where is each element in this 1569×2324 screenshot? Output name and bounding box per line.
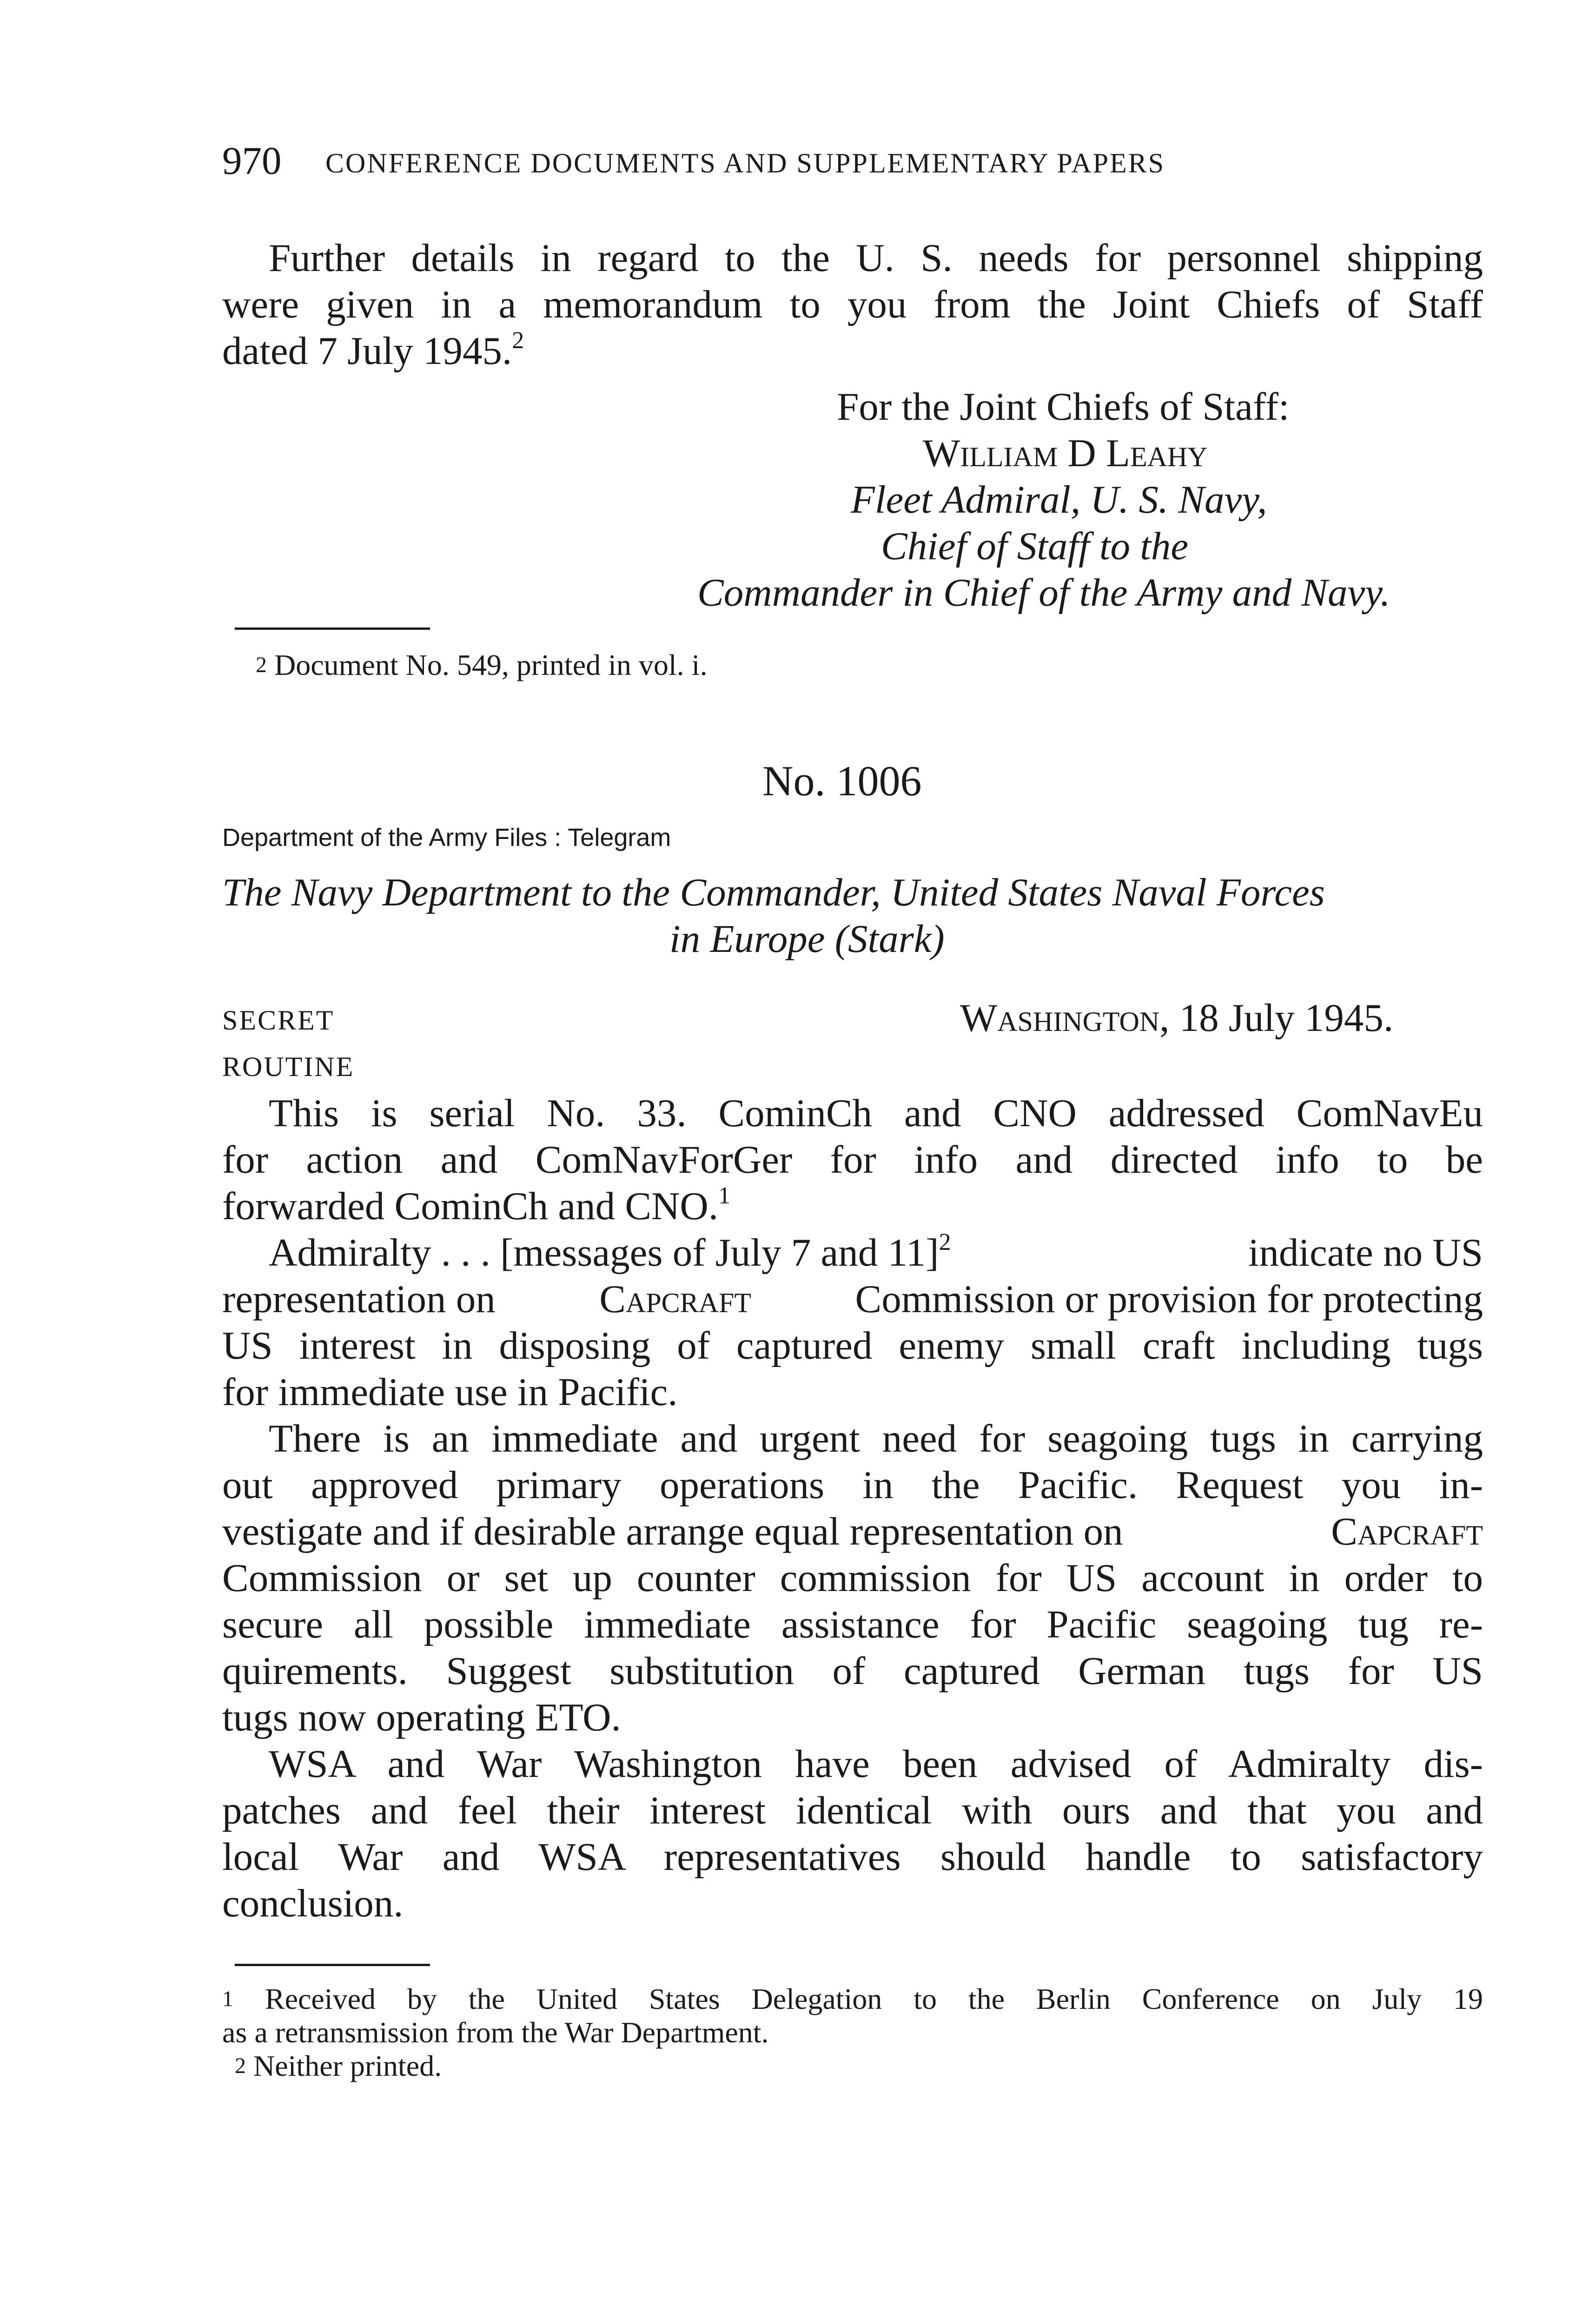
footnote-bottom-1-mark: 1 xyxy=(222,1987,233,2011)
footnote-rule-top xyxy=(235,627,430,630)
footnote-top-text: Document No. 549, printed in vol. i. xyxy=(274,648,708,681)
document-source: Department of the Army Files : Telegram xyxy=(222,824,671,852)
p3-line-3a: vestigate and if desirable arrange equal representation on xyxy=(222,1510,1123,1553)
p2-line-1a xyxy=(269,1229,951,1276)
dateline-place: Washington, xyxy=(960,996,1170,1040)
p4-line-3: local War and WSA representatives should handle to satisfactory xyxy=(222,1835,1483,1879)
p1-line-1: This is serial No. 33. CominCh and CNO addressed ComNavEu xyxy=(269,1091,1483,1135)
intro-line-3 xyxy=(222,328,524,374)
page-number: 970 xyxy=(222,139,282,183)
p3-line-4: Commission or set up counter commission for US account in order to xyxy=(222,1556,1483,1600)
footnote-rule-bottom xyxy=(235,1964,430,1966)
dateline xyxy=(960,995,1393,1041)
p1-line-2: for action and ComNavForGer for info and directed info to be xyxy=(222,1138,1483,1182)
p2-line-2b: Commission or provision for protecting xyxy=(855,1277,1483,1321)
dateline-date: 18 July 1945. xyxy=(1179,996,1394,1040)
footnote-bottom-1 xyxy=(222,1982,1483,2019)
intro-line-2: were given in a memorandum to you from the Joint Chiefs of Staff xyxy=(222,283,1483,326)
p2-line-1b: indicate no US xyxy=(1248,1231,1483,1274)
footnote-bottom-2 xyxy=(235,2049,442,2086)
intro-line-1: Further details in regard to the U. S. needs for personnel shipping xyxy=(269,236,1483,280)
intro-line-3-text: dated 7 July 1945. xyxy=(222,329,512,373)
p3-capcraft: Capcraft xyxy=(1331,1510,1483,1553)
p3-line-1: There is an immediate and urgent need for seagoing tugs in carrying xyxy=(269,1417,1483,1460)
p2-line-1a-text: Admiralty . . . [messages of July 7 and 11] xyxy=(269,1231,939,1274)
p1-line-3 xyxy=(222,1183,730,1229)
priority-label: ROUTINE xyxy=(222,1051,355,1082)
footnote-bottom-1-text: Received by the United States Delegation to the Berlin Conference on July 19 xyxy=(265,1982,1483,2015)
footnote-top xyxy=(256,648,707,685)
p2-line-2 xyxy=(222,1276,1483,1322)
p4-line-4: conclusion. xyxy=(222,1882,404,1925)
p2-line-1 xyxy=(269,1229,1483,1276)
classification-label: SECRET xyxy=(222,1005,335,1036)
document-title-line-2: in Europe (Stark) xyxy=(669,917,945,961)
p2-line-2a: representation on xyxy=(222,1277,496,1321)
footnote-bottom-2-text: Neither printed. xyxy=(253,2049,442,2082)
p2-capcraft: Capcraft xyxy=(599,1277,752,1321)
footnote-ref-2: 2 xyxy=(512,327,524,354)
signature-title-1: Fleet Admiral, U. S. Navy, xyxy=(851,478,1267,522)
signature-name: William D Leahy xyxy=(923,431,1208,475)
p3-line-3 xyxy=(222,1508,1483,1555)
p4-line-2: patches and feel their interest identical with ours and that you and xyxy=(222,1789,1483,1832)
p3-line-5: secure all possible immediate assistance for Pacific seagoing tug re- xyxy=(222,1603,1483,1646)
p2-line-4: for immediate use in Pacific. xyxy=(222,1370,678,1414)
footnote-bottom-2-mark: 2 xyxy=(235,2053,246,2078)
document-title-line-1: The Navy Department to the Commander, United States Naval Forces xyxy=(222,871,1325,914)
footnote-ref-1: 1 xyxy=(718,1182,731,1209)
p3-line-6: quirements. Suggest substitution of captured German tugs for US xyxy=(222,1649,1483,1693)
p2-line-3: US interest in disposing of captured enemy small craft including tugs xyxy=(222,1324,1483,1367)
footnote-bottom-1-cont: as a retransmission from the War Department. xyxy=(222,2016,769,2049)
p4-line-1: WSA and War Washington have been advised of Admiralty dis- xyxy=(269,1742,1483,1786)
signature-title-2: Chief of Staff to the xyxy=(881,524,1189,568)
p1-line-3-text: forwarded CominCh and CNO. xyxy=(222,1184,719,1228)
p3-line-2: out approved primary operations in the Pacific. Request you in- xyxy=(222,1463,1483,1507)
p3-line-7: tugs now operating ETO. xyxy=(222,1696,621,1739)
footnote-ref-2b: 2 xyxy=(939,1229,951,1255)
signature-for-line: For the Joint Chiefs of Staff: xyxy=(837,385,1290,429)
running-title: CONFERENCE DOCUMENTS AND SUPPLEMENTARY PAPERS xyxy=(325,148,1165,178)
document-number: No. 1006 xyxy=(762,757,922,805)
signature-title-3: Commander in Chief of the Army and Navy. xyxy=(697,571,1390,614)
footnote-top-mark: 2 xyxy=(256,653,267,677)
